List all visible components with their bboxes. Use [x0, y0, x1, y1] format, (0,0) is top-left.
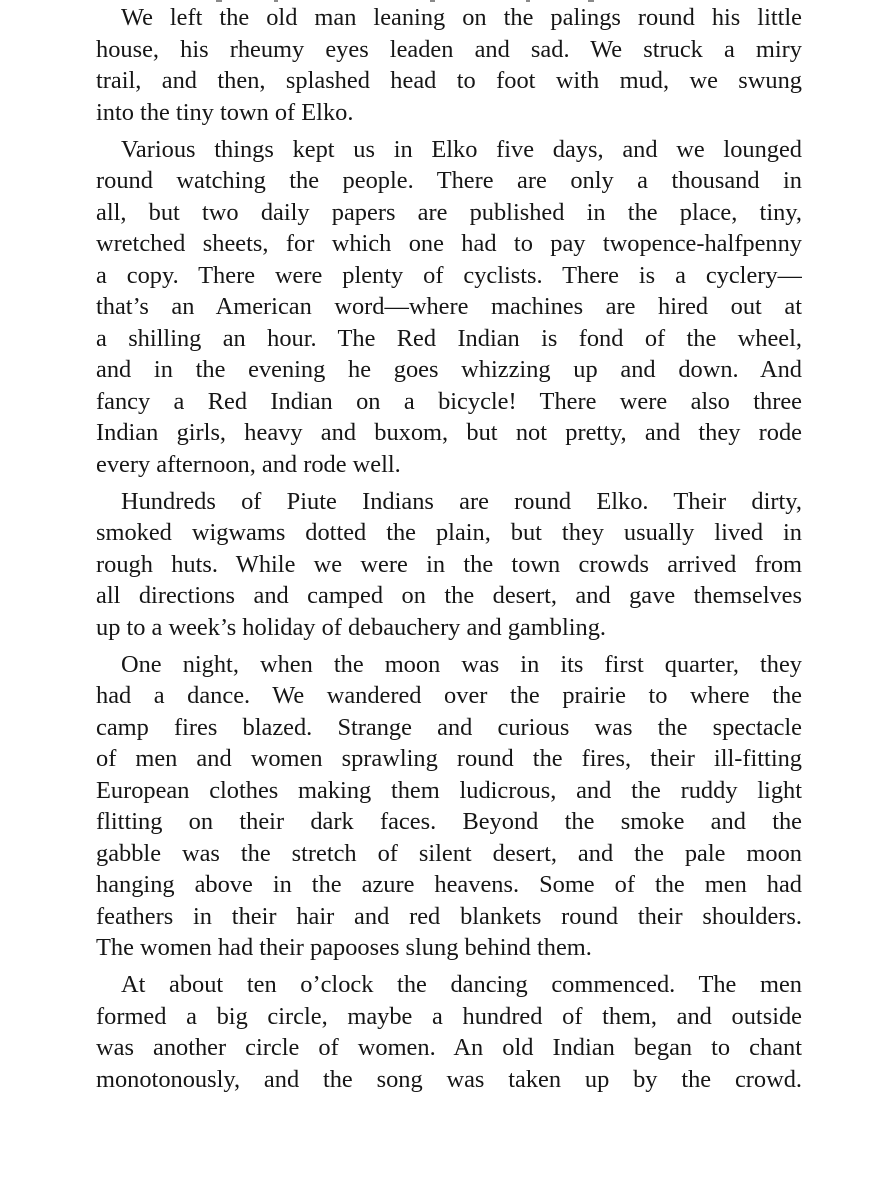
text-line: One night, when the moon was in its first quarter, they	[121, 650, 802, 678]
text-line: Hundreds of Piute Indians are round Elko. Their dirty,	[121, 487, 802, 515]
text-line: formed a big circle, maybe a hundred of them, and outside	[96, 1002, 802, 1030]
text-line: The women had their papooses slung behind them.	[96, 934, 592, 961]
text-line: all directions and camped on the desert, and gave themselves	[96, 582, 802, 609]
text-line: into the tiny town of Elko.	[96, 98, 354, 126]
paragraph-4	[96, 649, 802, 964]
text-line: European clothes making them ludicrous, and the ruddy light	[96, 776, 802, 804]
text-line: Indian girls, heavy and buxom, but not pretty, and they rode	[96, 419, 802, 446]
text-line: monotonously, and the song was taken up by the crowd.	[96, 1065, 802, 1093]
text-line: smoked wigwams dotted the plain, but they usually lived in	[96, 519, 802, 546]
text-line: camp fires blazed. Strange and curious was the spectacle	[96, 713, 802, 741]
text-line: had a dance. We wandered over the prairie to where the	[96, 682, 802, 709]
text-line: that’s an American word—where machines are hired out at	[96, 293, 802, 320]
text-line: At about ten o’clock the dancing commenced. The men	[121, 971, 802, 998]
text-line: Various things kept us in Elko five days, and we lounged	[121, 135, 802, 163]
paragraph-3	[96, 486, 802, 644]
text-line: a copy. There were plenty of cyclists. There is a cyclery—	[96, 261, 802, 289]
text-line: wretched sheets, for which one had to pay twopence-halfpenny	[96, 230, 802, 257]
paragraph-2	[96, 134, 802, 481]
paragraph-1	[96, 2, 802, 128]
text-line: flitting on their dark faces. Beyond the smoke and the	[96, 808, 802, 835]
text-line: house, his rheumy eyes leaden and sad. We struck a miry	[96, 35, 802, 63]
text-line: feathers in their hair and red blankets round their shoulders.	[96, 902, 802, 930]
text-line: round watching the people. There are only a thousand in	[96, 167, 802, 194]
text-line: gabble was the stretch of silent desert, and the pale moon	[96, 839, 802, 867]
text-line: all, but two daily papers are published in the place, tiny,	[96, 198, 802, 226]
text-line: rough huts. While we were in the town crowds arrived from	[96, 550, 802, 578]
text-line: a shilling an hour. The Red Indian is fond of the wheel,	[96, 324, 802, 352]
text-line: up to a week’s holiday of debauchery and gambling.	[96, 613, 607, 641]
text-line: We left the old man leaning on the palings round his little	[121, 4, 802, 31]
text-line: trail, and then, splashed head to foot with mud, we swung	[96, 67, 802, 94]
text-line: of men and women sprawling round the fires, their ill-fitting	[96, 745, 802, 772]
body-text	[96, 2, 802, 1101]
text-line: fancy a Red Indian on a bicycle! There were also three	[96, 387, 802, 415]
text-line: and in the evening he goes whizzing up and down. And	[96, 356, 802, 383]
text-line: every afternoon, and rode well.	[96, 450, 401, 478]
text-line: was another circle of women. An old Indian began to chant	[96, 1034, 802, 1061]
text-line: hanging above in the azure heavens. Some of the men had	[96, 871, 802, 898]
paragraph-5	[96, 969, 802, 1095]
